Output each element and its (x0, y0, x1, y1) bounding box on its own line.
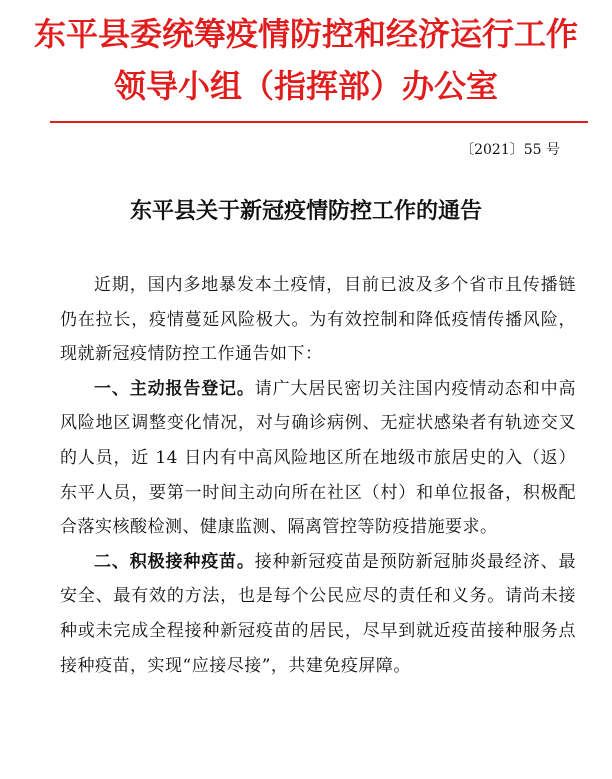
section-paragraph-2 (60, 545, 576, 683)
issuing-office-title-line2: 领导小组（指挥部）办公室 (113, 67, 498, 105)
notice-title: 东平县关于新冠疫情防控工作的通告 (129, 198, 482, 224)
section-text-1: 请广大居民密切关注国内疫情动态和中高风险地区调整变化情况，对与确诊病例、无症状感染者有轨迹交叉的人员，近 14 日内有中高风险地区所在地级市旅居史的入（返）东平人员，要第一时间主动向所在社区（村）和单位报备，积极配合落实核酸检测、健康监测、隔离管控等防疫措施要求。 (60, 378, 577, 538)
section-heading-1: 一、主动报告登记。 (94, 378, 255, 399)
section-text-2: 接种新冠疫苗是预防新冠肺炎最经济、最安全、最有效的方法，也是每个公民应尽的责任和义务。请尚未接种或未完成全程接种新冠疫苗的居民，尽早到就近疫苗接种服务点接种疫苗，实现“应接尽接”，共建免疫屏障。 (60, 551, 577, 676)
notice-body (60, 268, 576, 683)
section-heading-2: 二、积极接种疫苗。 (94, 551, 255, 572)
issuing-office-title-line1: 东平县委统筹疫情防控和经济运行工作 (33, 15, 578, 53)
red-divider-line (50, 121, 588, 123)
section-paragraph-1 (60, 372, 576, 545)
document-number: 〔2021〕55 号 (460, 142, 560, 158)
intro-paragraph: 近期，国内多地暴发本土疫情，目前已波及多个省市且传播链仍在拉长，疫情蔓延风险极大。为有效控制和降低疫情传播风险，现就新冠疫情防控工作通告如下： (60, 275, 576, 365)
